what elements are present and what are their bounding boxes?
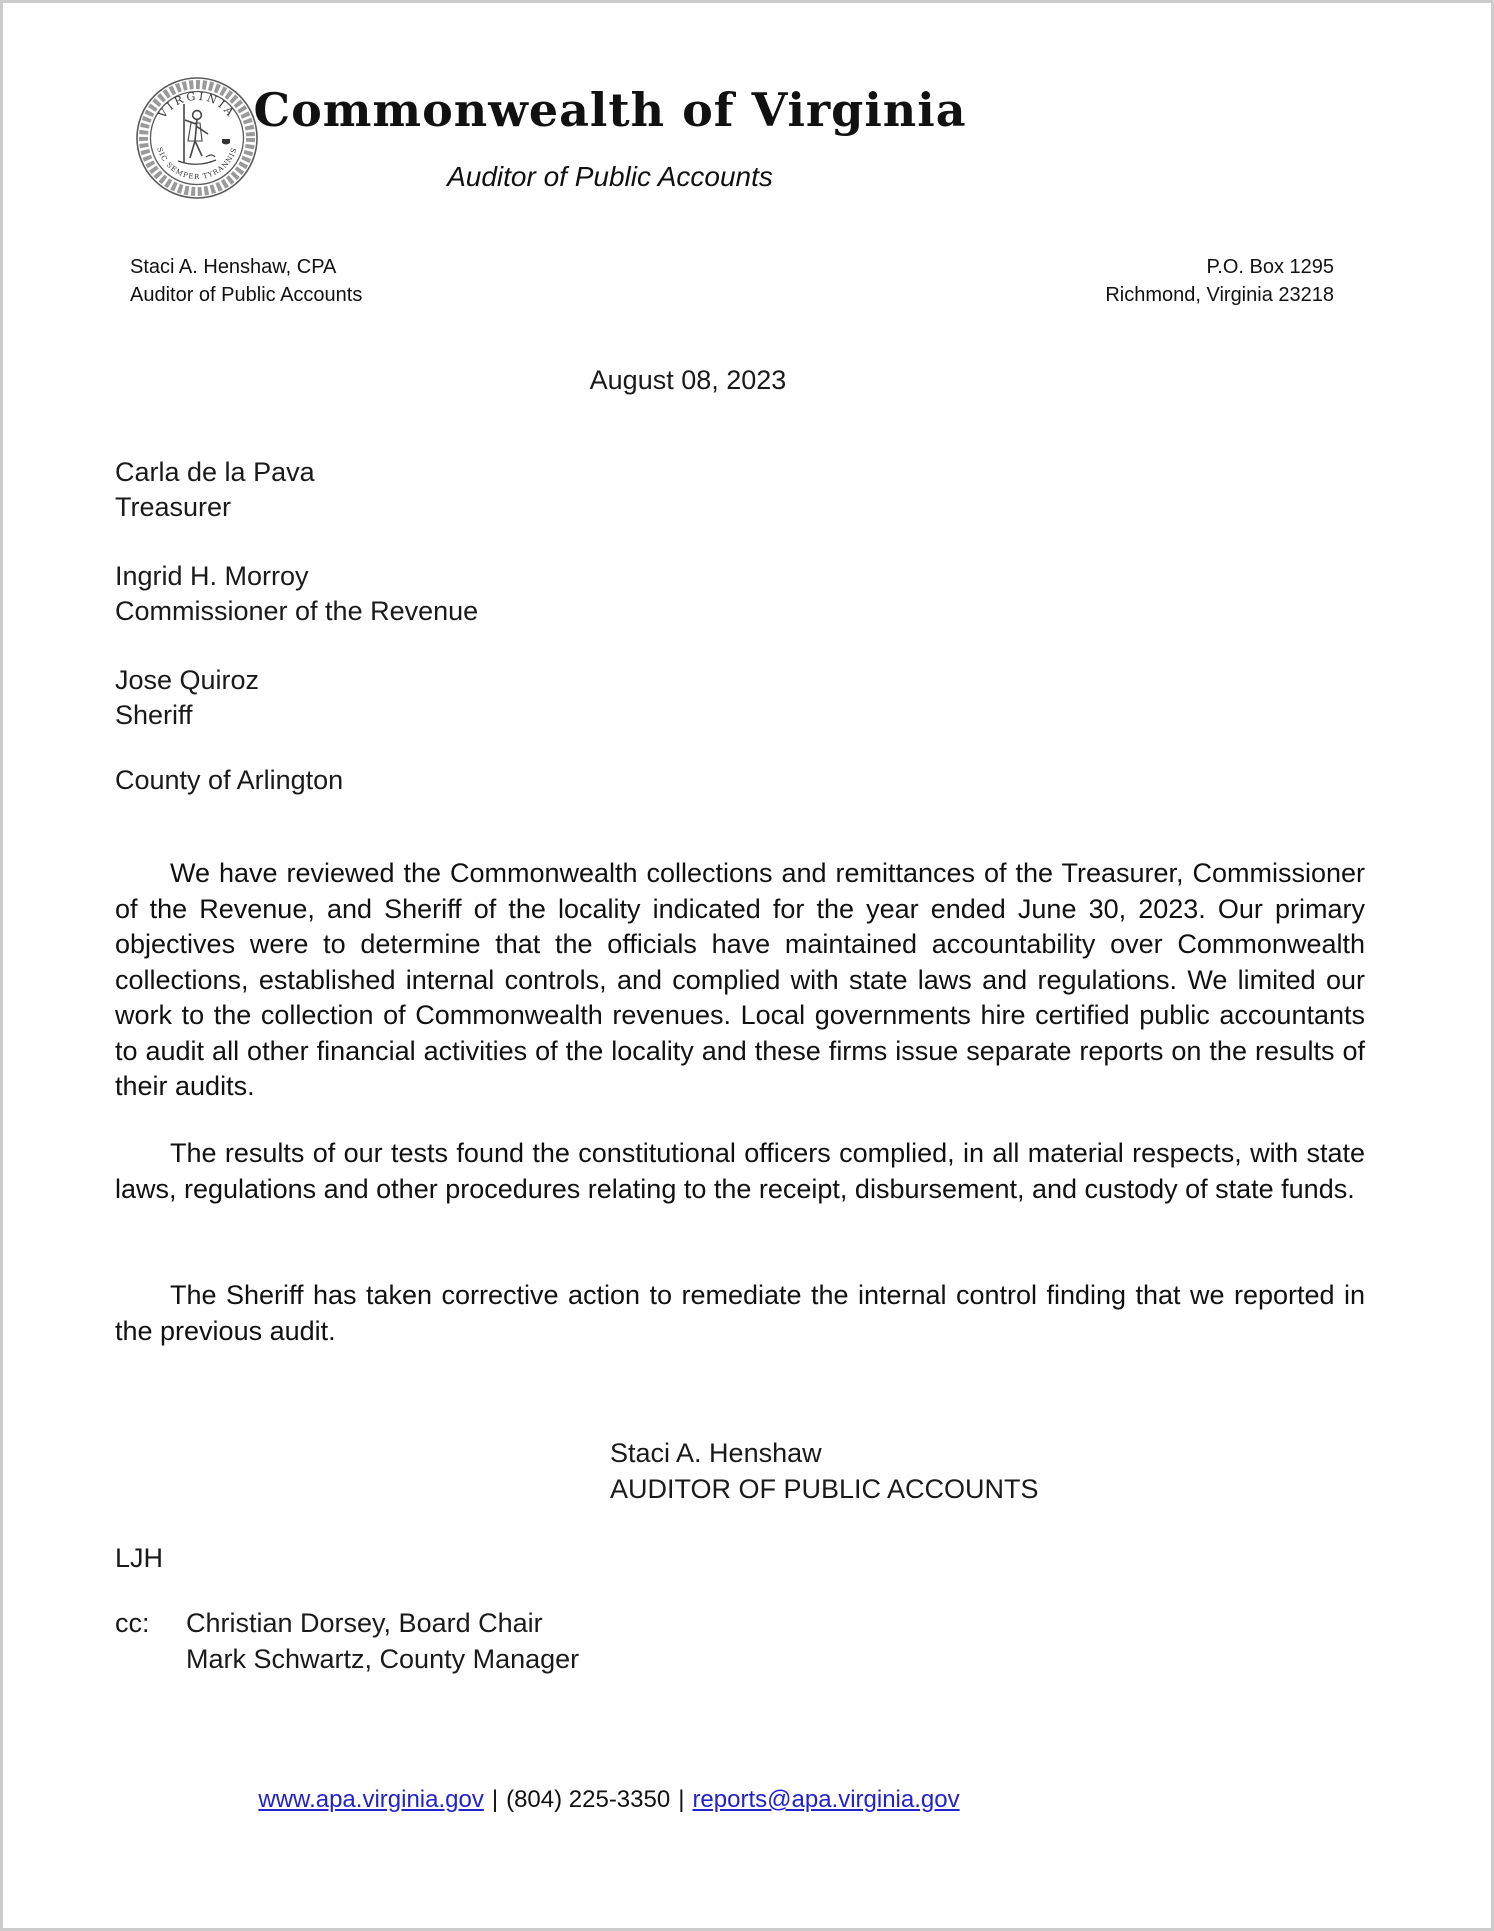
seal-top-text: VIRGINIA [155, 89, 239, 121]
cc-names [186, 1605, 579, 1677]
office-address [1105, 253, 1334, 309]
address-line-2: Richmond, Virginia 23218 [1105, 284, 1334, 306]
recipient-title: Sheriff [115, 700, 193, 730]
letter-date: August 08, 2023 [589, 365, 787, 395]
signer-title: AUDITOR OF PUBLIC ACCOUNTS [610, 1474, 1039, 1504]
recipient-title: Treasurer [115, 492, 232, 522]
cc-label: cc: [115, 1608, 150, 1638]
official-info [130, 253, 362, 309]
body-paragraph-2: The results of our tests found the constitutional officers complied, in all material respects, with state laws, regulations and other procedures relating to the receipt, disbursement, and custody of state funds. [115, 1138, 1365, 1204]
locality-line: County of Arlington [115, 765, 344, 795]
website-link[interactable]: www.apa.virginia.gov [258, 1786, 484, 1813]
address-line-1: P.O. Box 1295 [1206, 256, 1334, 278]
cc-name-2: Mark Schwartz, County Manager [186, 1644, 580, 1674]
official-name: Staci A. Henshaw, CPA [130, 256, 337, 278]
recipient-name: Ingrid H. Morroy [115, 561, 309, 591]
phone-number: (804) 225-3350 [506, 1786, 671, 1813]
signature-block [610, 1435, 1039, 1507]
footer-separator: | [491, 1786, 499, 1813]
footer-separator: | [678, 1786, 685, 1813]
body-paragraph-3: The Sheriff has taken corrective action to remediate the internal control finding that we reported in the previous audit. [115, 1280, 1365, 1346]
email-link[interactable]: reports@apa.virginia.gov [692, 1786, 960, 1813]
cc-name-1: Christian Dorsey, Board Chair [186, 1608, 543, 1638]
recipient-commissioner [115, 559, 478, 629]
recipient-sheriff [115, 663, 259, 733]
official-title: Auditor of Public Accounts [130, 284, 363, 306]
seal-motto-text: SIC SEMPER TYRANNIS [155, 146, 239, 182]
org-subtitle: Auditor of Public Accounts [447, 161, 773, 192]
recipient-title: Commissioner of the Revenue [115, 596, 479, 626]
body-paragraph-1: We have reviewed the Commonwealth collections and remittances of the Treasurer, Commissioner of the Revenue, and Sheriff of the locality indicated for the year ended June 30, 2023. Our primary objectives were to determine that the officials have maintained accountability over Commonwealth collections, established internal controls, and complied with state laws and regulations. We limited our work to the collection of Commonwealth revenues. Local governments hire certified public accountants to audit all other financial activities of the locality and these firms issue separate reports on the results of their audits. [115, 858, 1365, 1101]
org-title: Commonwealth of Virginia [253, 83, 967, 137]
recipient-name: Jose Quiroz [115, 665, 260, 695]
recipient-name: Carla de la Pava [115, 457, 315, 487]
typist-initials: LJH [115, 1543, 164, 1573]
cc-block [115, 1605, 579, 1677]
recipient-treasurer [115, 455, 315, 525]
letterhead [3, 83, 1217, 193]
signer-name: Staci A. Henshaw [610, 1438, 822, 1468]
footer-contact-line [3, 1786, 1215, 1814]
